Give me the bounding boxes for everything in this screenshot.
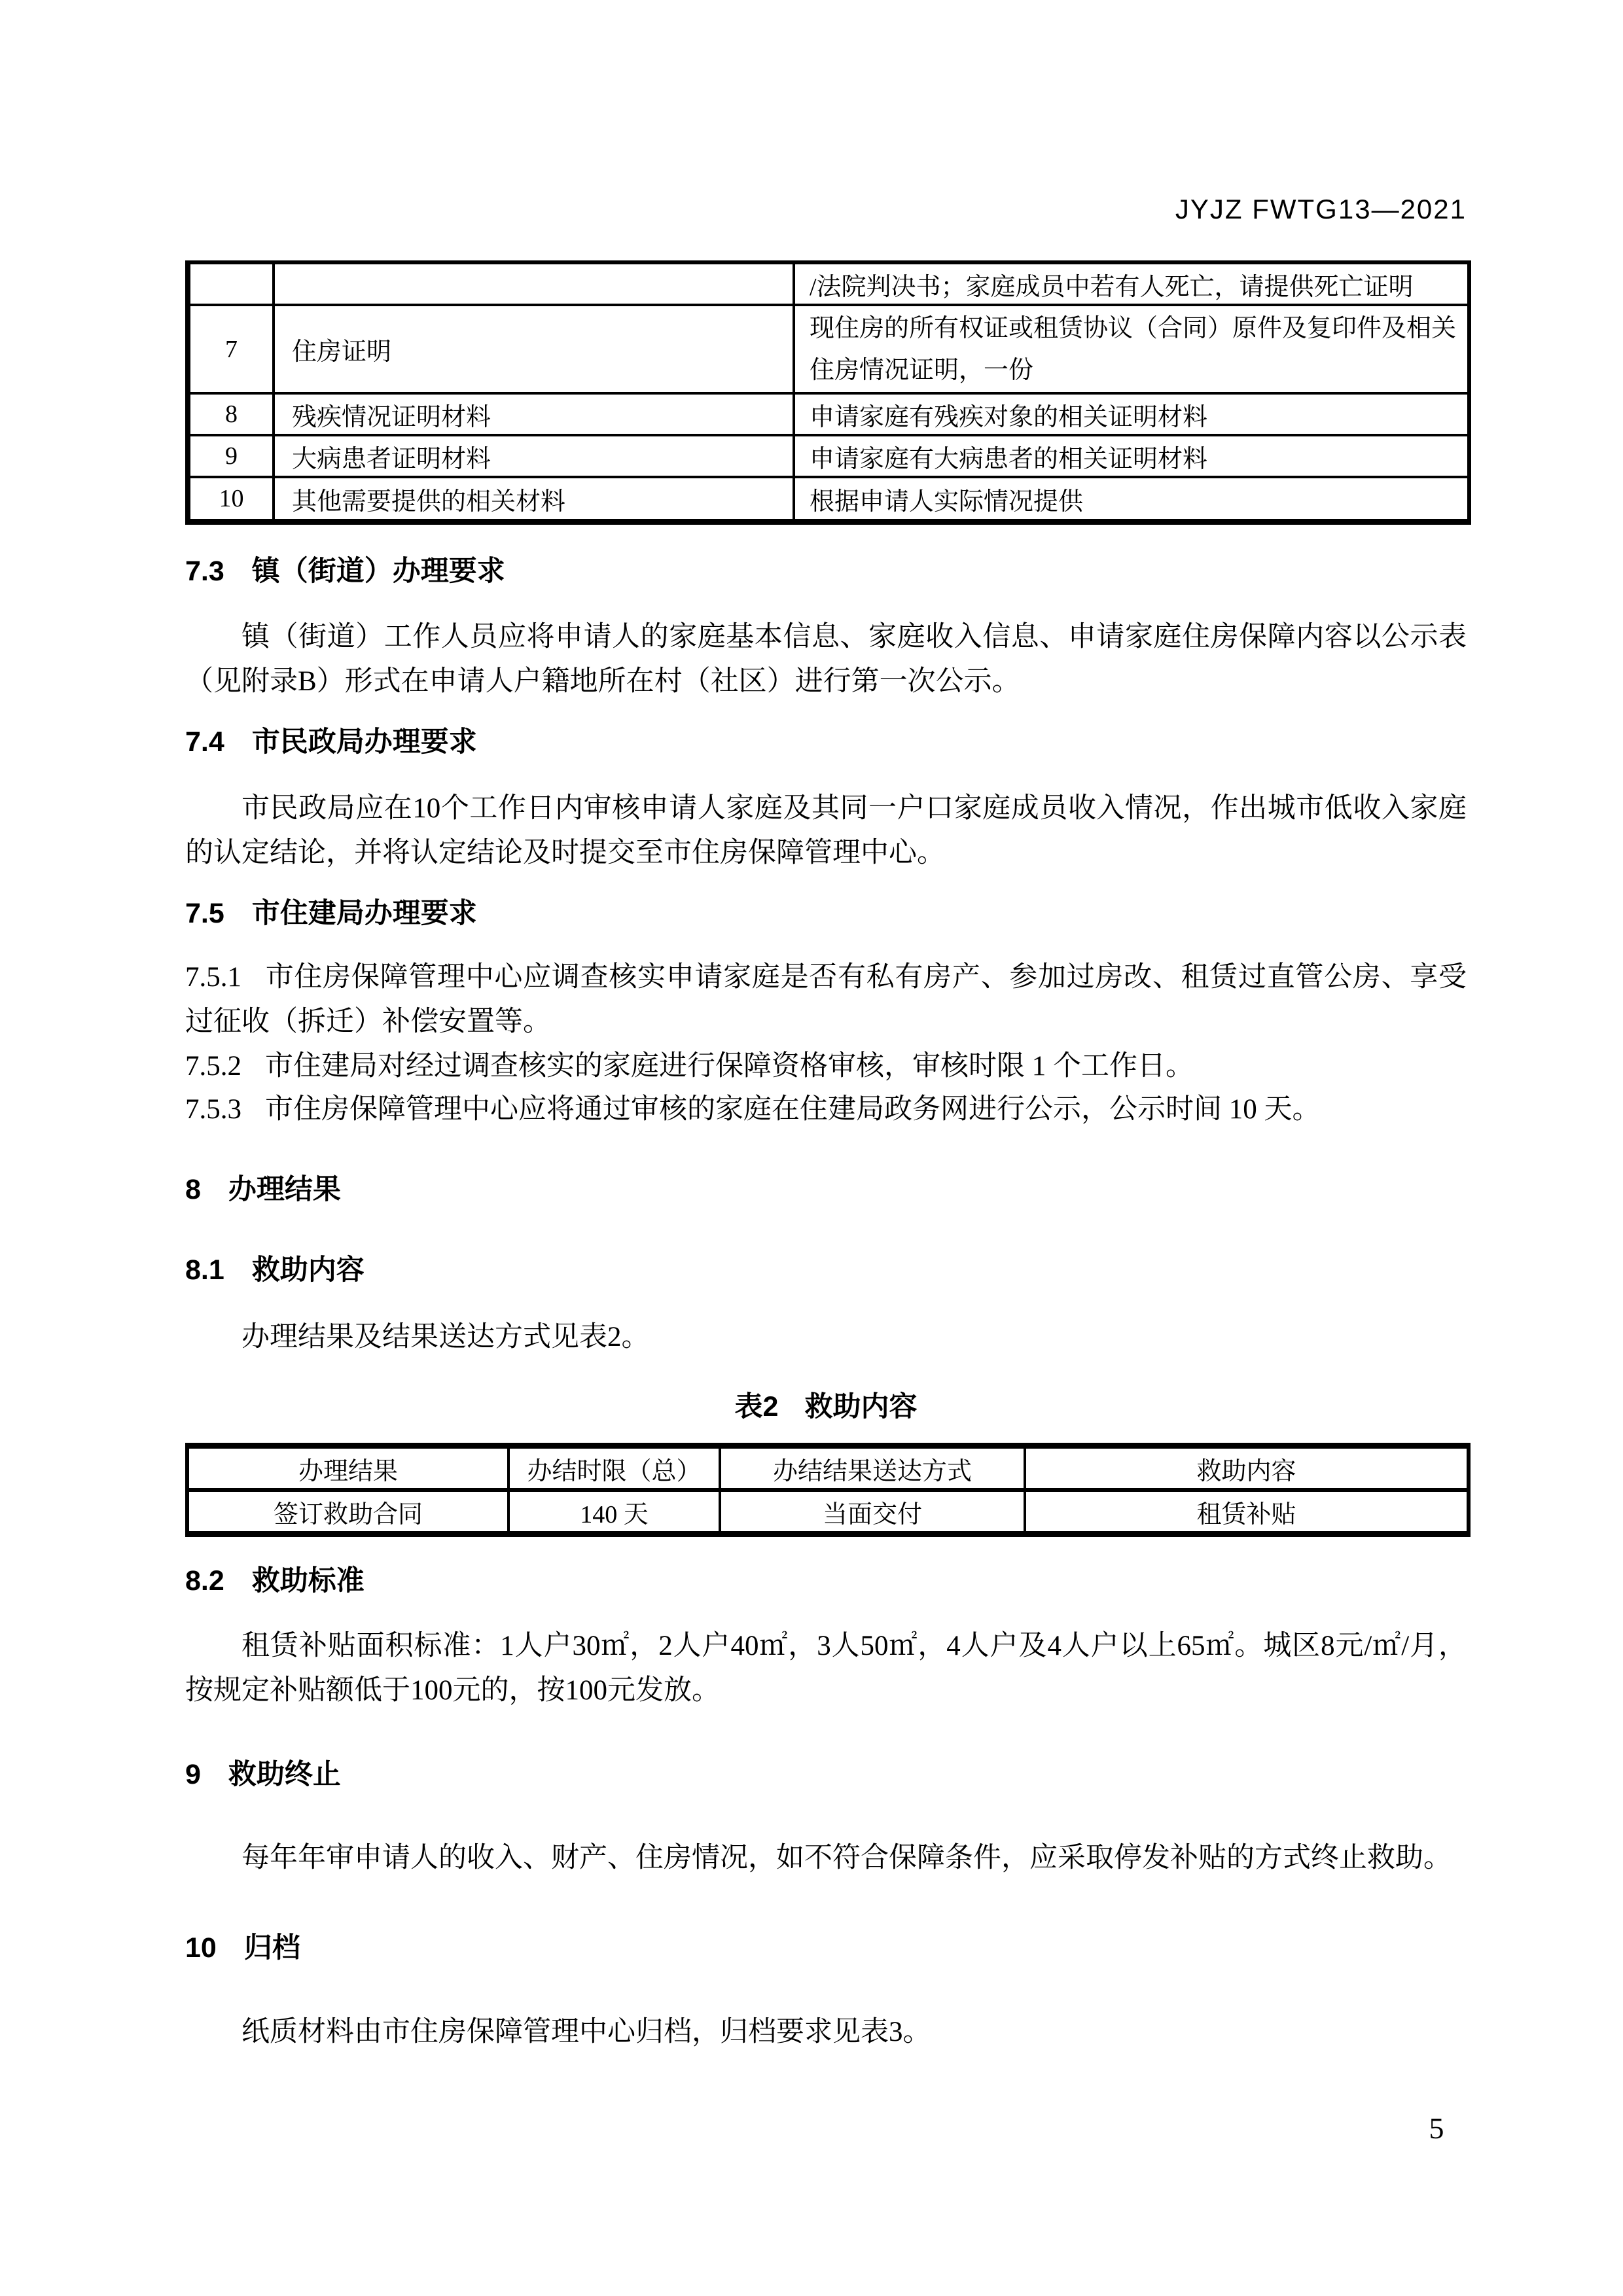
cell-material-name: 大病患者证明材料 bbox=[274, 435, 794, 477]
section-heading-8 bbox=[185, 1174, 1467, 1206]
paragraph-8-1: 办理结果及结果送达方式见表2。 bbox=[241, 1322, 650, 1352]
table-row-7 bbox=[188, 305, 1469, 393]
cell-material-desc: /法院判决书；家庭成员中若有人死亡，请提供死亡证明 bbox=[794, 262, 1469, 305]
paragraph-7-4: 市民政局应在10个工作日内审核申请人家庭及其同一户口家庭成员收入情况，作出城市低收入家庭的认定结论，并将认定结论及时提交至市住房保障管理中心。 bbox=[185, 793, 1467, 868]
section-heading-7-5 bbox=[185, 898, 1467, 930]
clause-text: 市住建局对经过调查核实的家庭进行保障资格审核，审核时限 1 个工作日。 bbox=[265, 1051, 1194, 1082]
section-number: 8.2 bbox=[185, 1565, 224, 1597]
table2-body-row bbox=[187, 1490, 1469, 1534]
section-title: 办理结果 bbox=[228, 1174, 341, 1205]
header-cell: 办结时限（总） bbox=[508, 1446, 720, 1491]
section-title: 救助终止 bbox=[228, 1759, 341, 1790]
section-heading-8-2 bbox=[185, 1565, 1467, 1597]
cell-result: 签订救助合同 bbox=[187, 1490, 508, 1534]
clause-number: 7.5.3 bbox=[185, 1094, 241, 1125]
relief-content-table bbox=[185, 1443, 1471, 1537]
clause-7-5-1 bbox=[185, 955, 1467, 1044]
cell-material-name: 住房证明 bbox=[274, 305, 794, 393]
section-number: 7.5 bbox=[185, 898, 224, 929]
clause-number: 7.5.1 bbox=[185, 962, 241, 993]
cell-time-limit: 140 天 bbox=[508, 1490, 720, 1534]
section-title: 镇（街道）办理要求 bbox=[251, 556, 505, 587]
cell-material-name: 残疾情况证明材料 bbox=[274, 393, 794, 435]
section-heading-7-3 bbox=[185, 556, 1467, 588]
clause-number: 7.5.2 bbox=[185, 1051, 241, 1082]
cell-material-desc: 现住房的所有权证或租赁协议（合同）原件及复印件及相关住房情况证明，一份 bbox=[794, 305, 1469, 393]
table-row-continued bbox=[188, 262, 1469, 305]
section-heading-9 bbox=[185, 1759, 1467, 1791]
section-number: 8.1 bbox=[185, 1254, 224, 1286]
section-number: 7.3 bbox=[185, 556, 224, 587]
table-row-8 bbox=[188, 393, 1469, 435]
section-title: 救助标准 bbox=[251, 1565, 365, 1597]
clause-7-5-3 bbox=[185, 1087, 1467, 1132]
paragraph-9: 每年年审申请人的收入、财产、住房情况，如不符合保障条件，应采取停发补贴的方式终止救助。 bbox=[241, 1843, 1452, 1873]
cell-material-desc: 根据申请人实际情况提供 bbox=[794, 477, 1469, 522]
section-number: 7.4 bbox=[185, 726, 224, 758]
materials-table bbox=[185, 260, 1471, 525]
page-number: 5 bbox=[1429, 2111, 1444, 2145]
cell-no: 7 bbox=[188, 305, 274, 393]
cell-material-desc: 申请家庭有大病患者的相关证明材料 bbox=[794, 435, 1469, 477]
cell-material-name: 其他需要提供的相关材料 bbox=[274, 477, 794, 522]
section-number: 10 bbox=[185, 1932, 217, 1964]
section-number: 9 bbox=[185, 1759, 201, 1790]
section-number: 8 bbox=[185, 1174, 201, 1205]
clause-text: 市住房保障管理中心应调查核实申请家庭是否有私有房产、参加过房改、租赁过直管公房、享受过征收（拆迁）补偿安置等。 bbox=[185, 962, 1467, 1037]
cell-relief-content: 租赁补贴 bbox=[1025, 1490, 1469, 1534]
header-cell: 救助内容 bbox=[1025, 1446, 1469, 1491]
section-title: 救助内容 bbox=[251, 1254, 365, 1286]
header-cell: 办结结果送达方式 bbox=[720, 1446, 1025, 1491]
cell-delivery-method: 当面交付 bbox=[720, 1490, 1025, 1534]
paragraph-8-2: 租赁补贴面积标准：1人户30㎡，2人户40㎡，3人50㎡，4人户及4人户以上65㎡。城区8元/㎡/月，按规定补贴额低于100元的，按100元发放。 bbox=[185, 1631, 1467, 1706]
cell-no: 8 bbox=[188, 393, 274, 435]
table2-header-row bbox=[187, 1446, 1469, 1491]
cell-material-desc: 申请家庭有残疾对象的相关证明材料 bbox=[794, 393, 1469, 435]
section-heading-10 bbox=[185, 1932, 1467, 1964]
table2-caption bbox=[185, 1385, 1467, 1424]
cell-no: 10 bbox=[188, 477, 274, 522]
paragraph-7-3: 镇（街道）工作人员应将申请人的家庭基本信息、家庭收入信息、申请家庭住房保障内容以公示表（见附录B）形式在申请人户籍地所在村（社区）进行第一次公示。 bbox=[185, 622, 1467, 697]
cell-no: 9 bbox=[188, 435, 274, 477]
section-heading-7-4 bbox=[185, 726, 1467, 758]
table2-caption-number: 表2 bbox=[734, 1391, 779, 1422]
clause-text: 市住房保障管理中心应将通过审核的家庭在住建局政务网进行公示，公示时间 10 天。 bbox=[265, 1094, 1321, 1125]
cell-material-name bbox=[274, 262, 794, 305]
doc-code: JYJZ FWTG13—2021 bbox=[1175, 194, 1467, 224]
clause-7-5-2 bbox=[185, 1044, 1467, 1089]
table-row-10 bbox=[188, 477, 1469, 522]
paragraph-10: 纸质材料由市住房保障管理中心归档，归档要求见表3。 bbox=[241, 2017, 931, 2047]
header-cell: 办理结果 bbox=[187, 1446, 508, 1491]
table2-caption-title: 救助内容 bbox=[804, 1391, 918, 1422]
section-title: 市住建局办理要求 bbox=[251, 898, 477, 929]
section-title: 归档 bbox=[243, 1932, 300, 1964]
section-heading-8-1 bbox=[185, 1254, 1467, 1286]
table-row-9 bbox=[188, 435, 1469, 477]
section-title: 市民政局办理要求 bbox=[251, 726, 477, 758]
cell-no bbox=[188, 262, 274, 305]
